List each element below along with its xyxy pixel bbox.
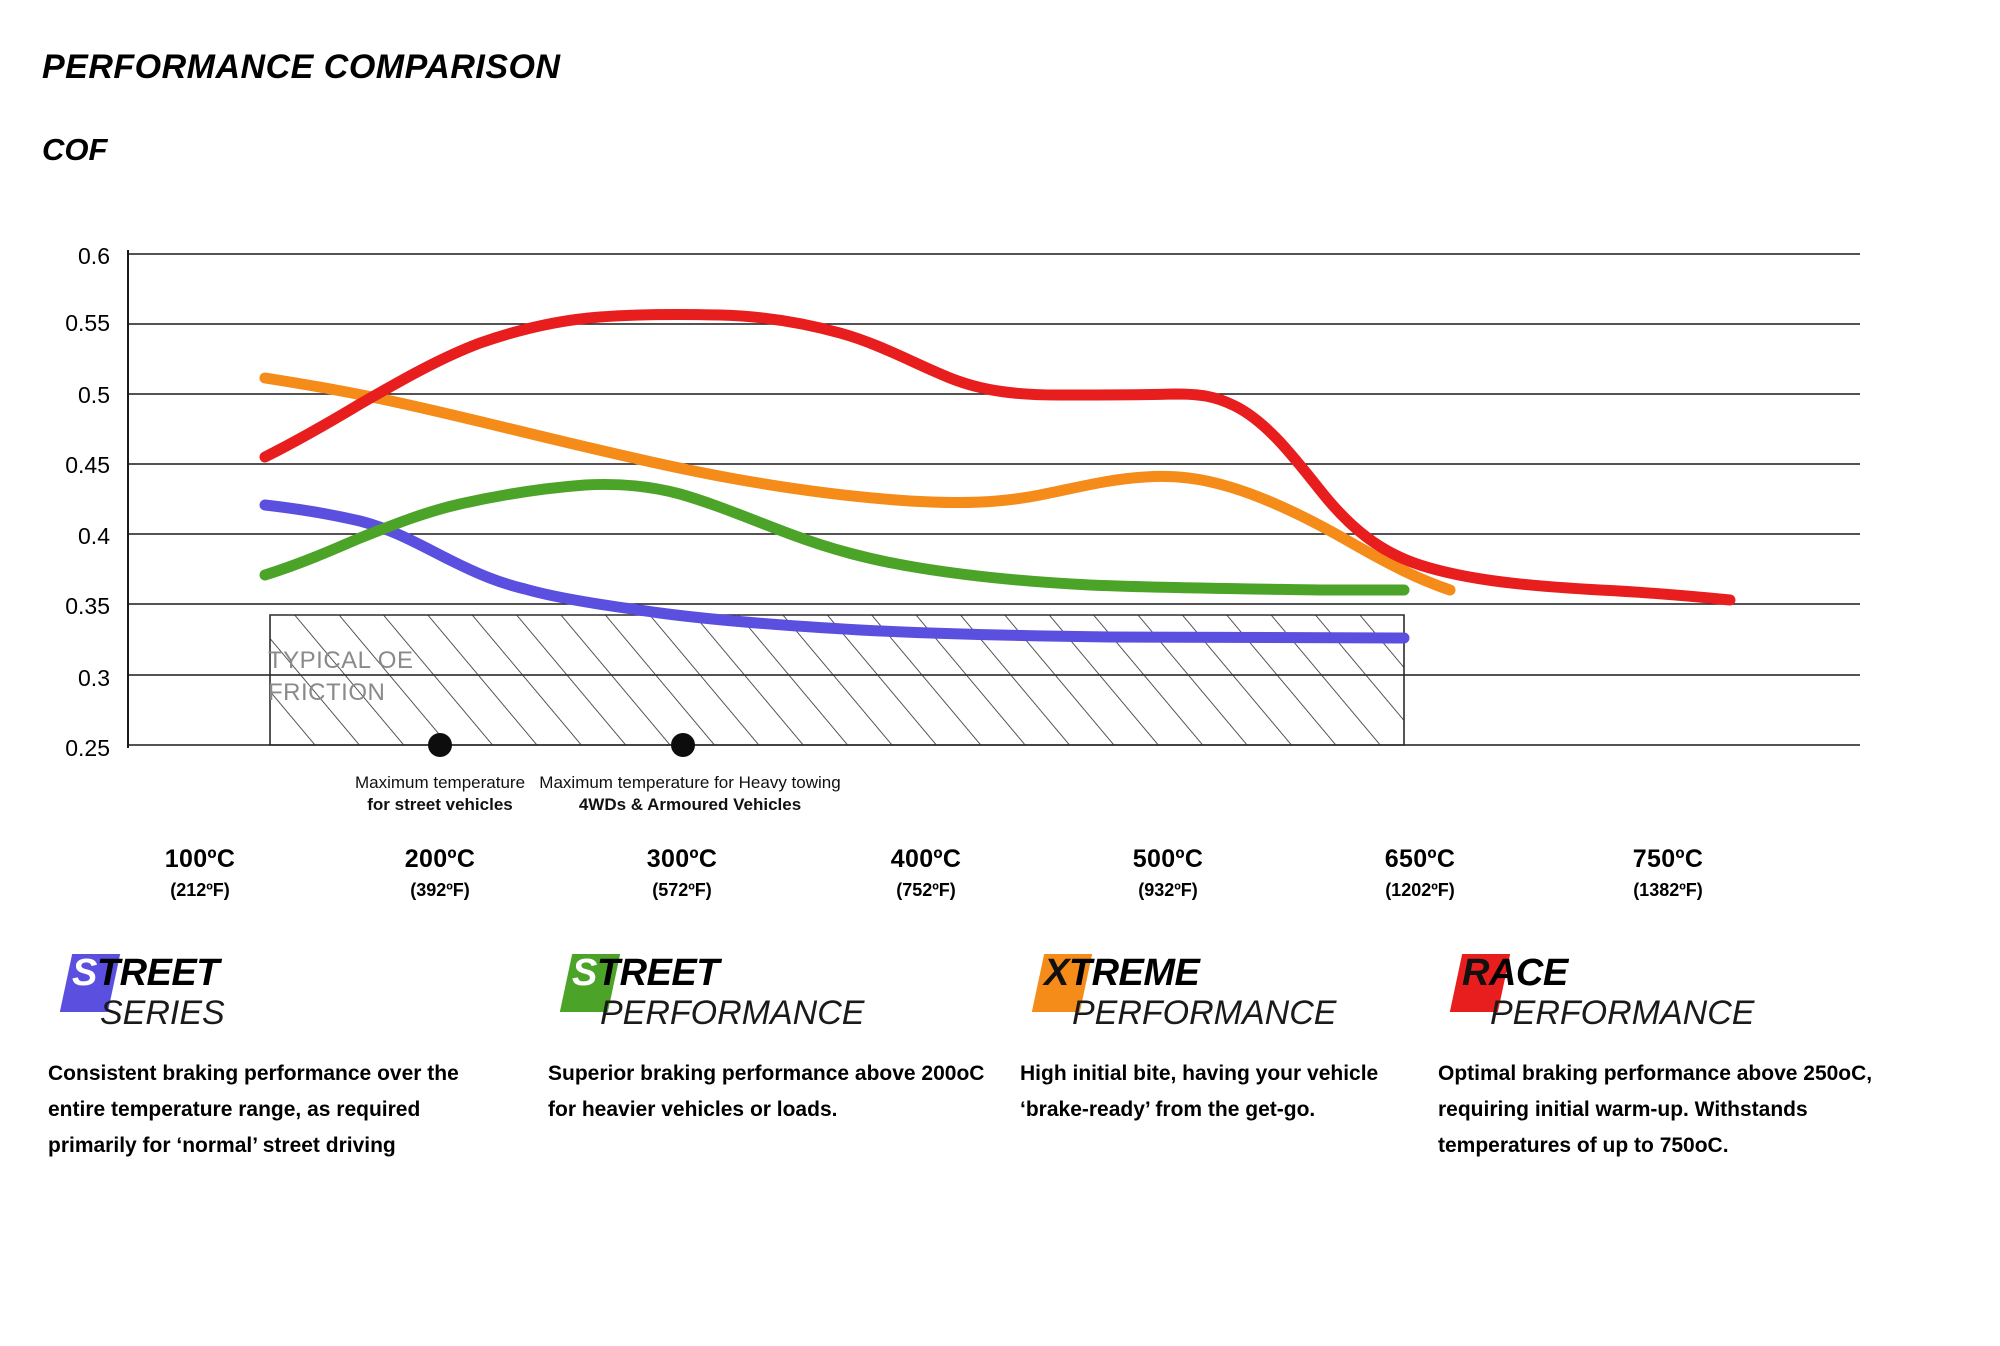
x-tick-300c <box>592 845 772 901</box>
street-performance-description: Superior braking performance above 200oC for heavier vehicles or loads. <box>548 1062 985 1121</box>
x-tick-650c-fahrenheit: (1202ºF) <box>1385 880 1455 900</box>
x-tick-200c <box>350 845 530 901</box>
legend-item-street-performance <box>548 948 1018 1121</box>
x-tick-300c-celsius: 300ºC <box>646 845 718 873</box>
x-tick-100c-fahrenheit: (212ºF) <box>170 880 230 900</box>
x-tick-650c <box>1330 845 1510 901</box>
x-tick-400c-celsius: 400ºC <box>890 845 962 873</box>
y-tick-2: 0.5 <box>78 382 110 408</box>
logo-street-series <box>48 948 518 1053</box>
logo-street-performance <box>548 948 1018 1053</box>
x-tick-200c-celsius: 200ºC <box>404 845 476 873</box>
logo-xtreme-performance <box>1020 948 1490 1053</box>
xtreme-performance-description: High initial bite, having your vehicle ‘brake-ready’ from the get-go. <box>1020 1062 1379 1121</box>
x-tick-750c-celsius: 750ºC <box>1632 845 1704 873</box>
y-tick-0: 0.6 <box>78 243 110 269</box>
x-tick-500c-celsius: 500ºC <box>1132 845 1204 873</box>
y-tick-7: 0.25 <box>65 735 110 761</box>
x-tick-750c <box>1578 845 1758 901</box>
series-line-street-performance <box>265 484 1404 590</box>
legend-item-xtreme-performance <box>1020 948 1490 1121</box>
x-tick-650c-celsius: 650ºC <box>1384 845 1456 873</box>
race-performance-description: Optimal braking performance above 250oC, requiring initial warm-up. Withstands temperatures of up to 750oC. <box>1438 1062 1873 1157</box>
page-title: PERFORMANCE COMPARISON <box>42 48 561 86</box>
series-line-race-performance <box>265 314 1730 600</box>
y-tick-6: 0.3 <box>78 665 110 691</box>
race-performance-logo-line2: PERFORMANCE <box>1490 994 1755 1032</box>
y-tick-5: 0.35 <box>65 593 110 619</box>
street-series-description: Consistent braking performance over the entire temperature range, as required primarily for ‘normal’ street driving <box>48 1062 459 1157</box>
race-performance-logo-line1: RACE <box>1462 952 1568 994</box>
x-tick-750c-fahrenheit: (1382ºF) <box>1633 880 1703 900</box>
x-tick-100c-celsius: 100ºC <box>164 845 236 873</box>
x-tick-300c-fahrenheit: (572ºF) <box>652 880 712 900</box>
x-tick-500c <box>1078 845 1258 901</box>
y-tick-1: 0.55 <box>65 310 110 336</box>
street-series-logo-line1: STREET <box>72 952 219 994</box>
annotation-heavy-towing-line2: 4WDs & Armoured Vehicles <box>578 795 802 814</box>
street-performance-logo-line1: STREET <box>572 952 719 994</box>
y-tick-4: 0.4 <box>78 523 110 549</box>
street-series-logo-line2: SERIES <box>100 994 225 1032</box>
annotation-heavy-towing <box>480 772 900 816</box>
x-tick-400c <box>836 845 1016 901</box>
x-tick-500c-fahrenheit: (932ºF) <box>1138 880 1198 900</box>
y-tick-3: 0.45 <box>65 452 110 478</box>
annotation-marker-300c <box>671 733 695 757</box>
logo-race-performance <box>1438 948 1958 1053</box>
x-tick-200c-fahrenheit: (392ºF) <box>410 880 470 900</box>
annotation-street-vehicles-line2: for street vehicles <box>367 795 513 814</box>
street-performance-logo-line2: PERFORMANCE <box>600 994 865 1032</box>
legend-item-street-series <box>48 948 518 1157</box>
annotation-street-vehicles-line1: Maximum temperature <box>354 773 526 792</box>
x-tick-400c-fahrenheit: (752ºF) <box>896 880 956 900</box>
legend-item-race-performance <box>1438 948 1958 1157</box>
annotation-marker-200c <box>428 733 452 757</box>
x-tick-100c <box>110 845 290 901</box>
xtreme-performance-logo-line1: XTREME <box>1044 952 1200 994</box>
chart-axis-title-cof: COF <box>42 132 108 167</box>
annotation-heavy-towing-line1: Maximum temperature for Heavy towing <box>539 773 841 792</box>
typical-oe-friction-label: TYPICAL OE FRICTION <box>268 647 414 706</box>
xtreme-performance-logo-line2: PERFORMANCE <box>1072 994 1337 1032</box>
